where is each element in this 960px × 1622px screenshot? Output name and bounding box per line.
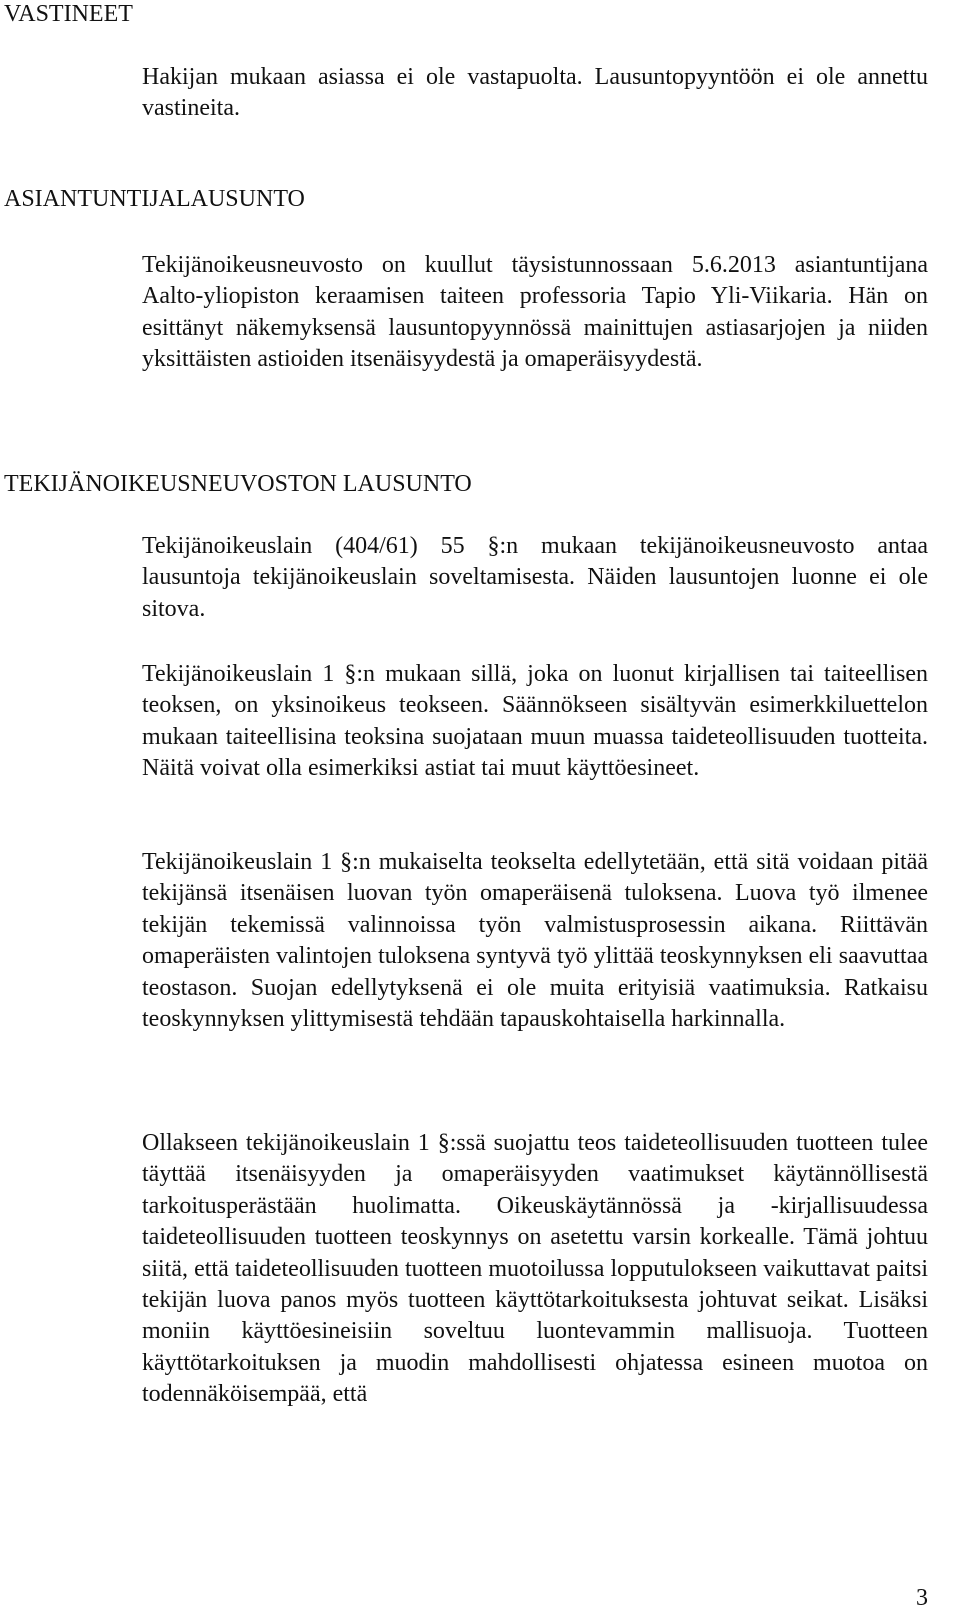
section-heading-tekijanoikeusneuvoston-lausunto: TEKIJÄNOIKEUSNEUVOSTON LAUSUNTO — [4, 471, 472, 497]
section-heading-vastineet: VASTINEET — [4, 1, 133, 27]
section-heading-asiantuntijalausunto: ASIANTUNTIJALAUSUNTO — [4, 186, 305, 212]
paragraph-lausunto-3: Tekijänoikeuslain 1 §:n mukaiselta teokselta edellytetään, että sitä voidaan pitää tekijänsä itsenäisen luovan työn omaperäisenä tuloksena. Luova työ ilmenee tekijän tekemissä valinnoissa työn valmistusprosessin aikana. Riittävän omaperäisten valintojen tuloksena syntyvä työ ylittää teoskynnyksen eli saavuttaa teostason. Suojan edellytyksenä ei ole muita erityisiä vaatimuksia. Ratkaisu teoskynnyksen ylittymisestä tehdään tapauskohtaisella harkinnalla. — [142, 849, 928, 1033]
paragraph-lausunto-1: Tekijänoikeuslain (404/61) 55 §:n mukaan tekijänoikeusneuvosto antaa lausuntoja tekijänoikeuslain soveltamisesta. Näiden lausuntojen luonne ei ole sitova. — [142, 533, 928, 622]
paragraph-lausunto-2: Tekijänoikeuslain 1 §:n mukaan sillä, joka on luonut kirjallisen tai taiteellisen teoksen, on yksinoikeus teokseen. Säännökseen sisältyvän esimerkkiluettelon mukaan taiteellisina teoksina suojataan muun muassa taideteollisuuden tuotteita. Näitä voivat olla esimerkiksi astiat tai muut käyttöesineet. — [142, 661, 928, 782]
paragraph-lausunto-4: Ollakseen tekijänoikeuslain 1 §:ssä suojattu teos taideteollisuuden tuotteen tulee täyttää itsenäisyyden ja omaperäisyyden vaatimukset käytännöllisestä tarkoitusperästään huolimatta. Oikeuskäytännössä ja -kirjallisuudessa taideteollisuuden tuotteen teoskynnys on asetettu varsin korkealle. Tämä johtuu siitä, että taideteollisuuden tuotteen muotoilussa lopputulokseen vaikuttavat paitsi tekijän luova panos myös tuotteen käyttötarkoituksesta johtuvat seikat. Lisäksi moniin käyttöesineisiin soveltuu luontevammin mallisuoja. Tuotteen käyttötarkoituksen ja muodin mahdollisesti ohjatessa esineen muotoa on todennäköisempää, että — [142, 1130, 928, 1408]
paragraph-asiantuntijalausunto: Tekijänoikeusneuvosto on kuullut täysistunnossaan 5.6.2013 asiantuntijana Aalto-yliopiston keraamisen taiteen professoria Tapio Yli-Viikaria. Hän on esittänyt näkemyksensä lausuntopyynnössä mainittujen astiasarjojen ja niiden yksittäisten astioiden itsenäisyydestä ja omaperäisyydestä. — [142, 252, 928, 373]
page-number: 3 — [916, 1585, 928, 1611]
paragraph-vastineet: Hakijan mukaan asiassa ei ole vastapuolta. Lausuntopyyntöön ei ole annettu vastineita. — [142, 64, 928, 122]
